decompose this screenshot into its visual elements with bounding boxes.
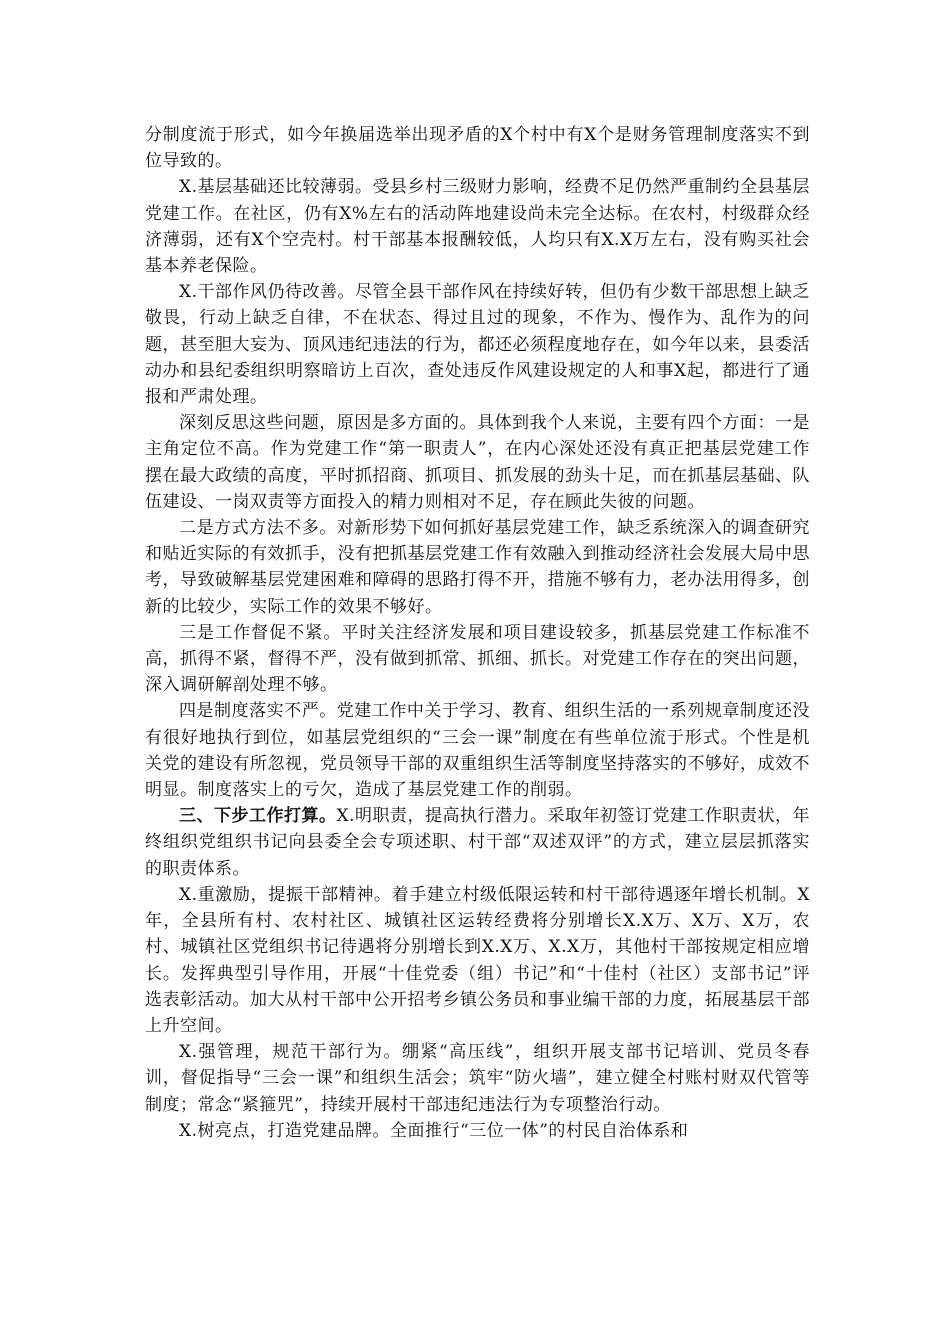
paragraph-text: X.基层基础还比较薄弱。受县乡村三级财力影响，经费不足仍然严重制约全县基层党建工作。在社区，仍有X%左右的活动阵地建设尚未完全达标。在农村，村级群众经济薄弱，还有X个空壳村。村干部基本报酬较低，人均只有X.X万左右，没有购买社会基本养老保险。 (145, 177, 811, 277)
paragraph-text: X.干部作风仍待改善。尽管全县干部作风在持续好转，但仍有少数干部思想上缺乏敬畏，行动上缺乏自律，不在状态、得过且过的现象，不作为、慢作为、乱作为的问题，甚至胆大妄为、顶风违纪违法的行为，都还必须程度地存在，如今年以来，县委活动办和县纪委组织明察暗访上百次，查处违反作风建设规定的人和事X起，都进行了通报和严肃处理。 (145, 282, 811, 408)
paragraph-text: 深刻反思这些问题，原因是多方面的。具体到我个人来说，主要有四个方面：一是主角定位不高。作为党建工作“第一职责人”，在内心深处还没有真正把基层党建工作摆在最大政绩的高度，平时抓招商、抓项目、抓发展的劲头十足，而在抓基层基础、队伍建设、一岗双责等方面投入的精力则相对不足，存在顾此失彼的问题。 (145, 413, 810, 512)
paragraph-text: 二是方式方法不多。对新形势下如何抓好基层党建工作，缺乏系统深入的调查研究和贴近实际的有效抓手，没有把抓基层党建工作有效融入到推动经济社会发展大局中思考，导致破解基层党建困难和障碍的思路打得不开，措施不够有力，老办法用得多，创新的比较少，实际工作的效果不够好。 (145, 518, 810, 617)
paragraph-3 (145, 279, 810, 410)
paragraph-text: X.重激励，提振干部精神。着手建立村级低限运转和村干部待遇逐年增长机制。X年，全县所有村、农村社区、城镇社区运转经费将分别增长X.X万、X万、X万，农村、城镇社区党组织书记待遇将分别增长到X.X万、X.X万，其他村干部按规定相应增长。发挥典型引导作用，开展“十佳党委（组）书记”和“十佳村（社区）支部书记”评选表彰活动。加大从村干部中公开招考乡镇公务员和事业编干部的力度，拓展基层干部上升空间。 (145, 884, 810, 1036)
paragraph-text: 四是制度落实不严。党建工作中关于学习、教育、组织生活的一系列规章制度还没有很好地执行到位，如基层党组织的“三会一课”制度在有些单位流于形式。个性是机关党的建设有所忽视，党员领导干部的双重组织生活等制度坚持落实的不够好，成效不明显。制度落实上的亏欠，造成了基层党建工作的削弱。 (145, 701, 810, 801)
document-page (145, 122, 810, 1144)
paragraph-text: 分制度流于形式，如今年换届选举出现矛盾的X个村中有X个是财务管理制度落实不到位导致的。 (145, 125, 810, 172)
paragraph-7 (145, 698, 810, 803)
paragraph-text: X.树亮点，打造党建品牌。全面推行“三位一体”的村民自治体系和 (179, 1120, 689, 1141)
paragraph-5 (145, 515, 810, 620)
paragraph-1 (145, 122, 810, 174)
paragraph-4 (145, 410, 810, 515)
paragraph-9 (145, 882, 810, 1039)
paragraph-text: 三是工作督促不紧。平时关注经济发展和项目建设较多，抓基层党建工作标准不高，抓得不紧，督得不严，没有做到抓常、抓细、抓长。对党建工作存在的突出问题，深入调研解剖处理不够。 (145, 622, 810, 696)
paragraph-text: X.明职责，提高执行潜力。采取年初签订党建工作职责状，年终组织党组织书记向县委全会专项述职、村干部“双述双评”的方式，建立层层抓落实的职责体系。 (145, 806, 811, 879)
paragraph-2 (145, 174, 810, 279)
paragraph-6 (145, 620, 810, 699)
section-heading: 三、下步工作打算。 (179, 806, 337, 827)
paragraph-10 (145, 1039, 810, 1118)
paragraph-8 (145, 803, 810, 882)
paragraph-text: X.强管理，规范干部行为。绷紧“高压线”，组织开展支部书记培训、党员冬春训，督促指导“三会一课”和组织生活会；筑牢“防火墙”，建立健全村账村财双代管等制度；常念“紧箍咒”，持续开展村干部违纪违法行为专项整治行动。 (145, 1042, 810, 1115)
paragraph-11 (145, 1118, 810, 1144)
